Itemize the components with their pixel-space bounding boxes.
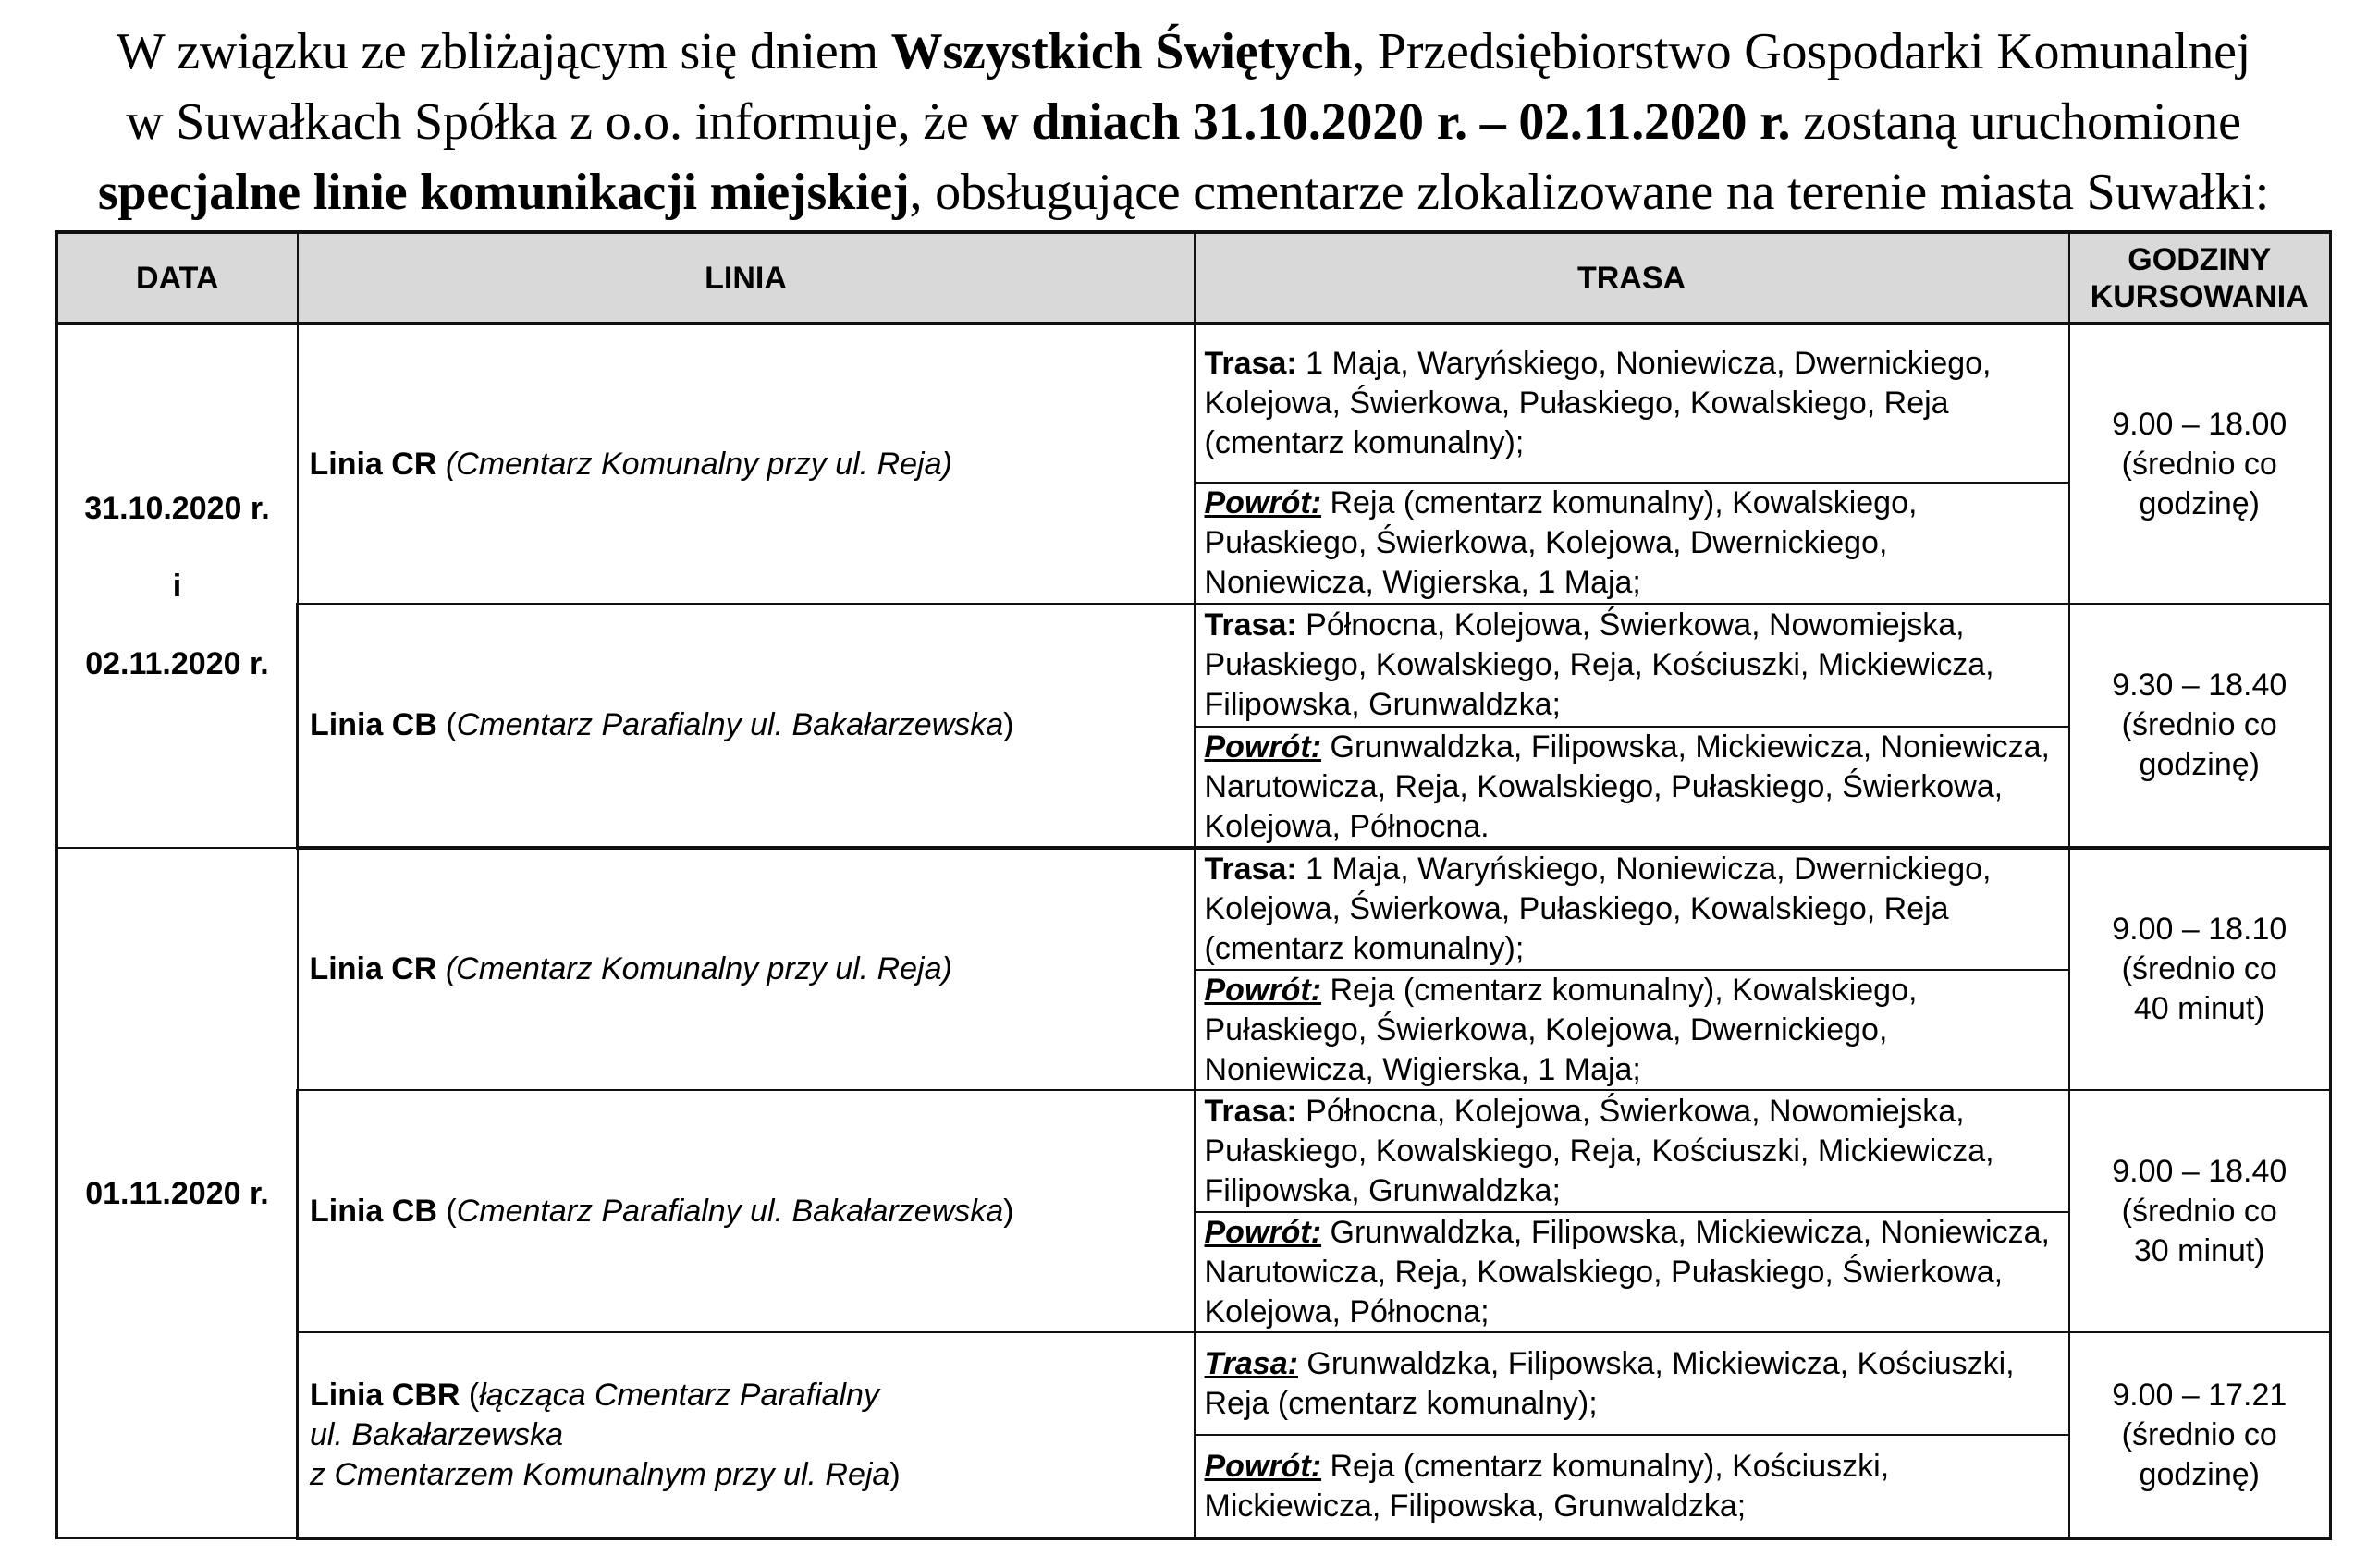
route-return <box>1196 482 2068 603</box>
frequency: 30 minut) <box>2133 1232 2265 1268</box>
powrot-label: Powrót: <box>1204 1214 1322 1250</box>
hours-range: 9.00 – 17.21 <box>2112 1377 2287 1413</box>
trasa-text: Grunwaldzka, Filipowska, Mickiewicza, Kościuszki, Reja (cmentarz komunalny); <box>1204 1345 2015 1421</box>
trasa-text: 1 Maja, Waryńskiego, Noniewicza, Dwernickiego, Kolejowa, Świerkowa, Pułaskiego, Kowalskiego, Reja (cmentarz komunalny); <box>1204 851 1992 966</box>
powrot-text: Reja (cmentarz komunalny), Kowalskiego, Pułaskiego, Świerkowa, Kolejowa, Dwernickiego, Noniewicza, Wigierska, 1 Maja; <box>1204 972 1918 1087</box>
powrot-label: Powrót: <box>1204 1448 1322 1484</box>
header-data: DATA <box>57 232 298 324</box>
trasa-label: Trasa: <box>1204 851 1297 887</box>
hours-cell <box>2069 324 2331 604</box>
frequency: godzinę) <box>2139 747 2260 782</box>
date-cell <box>57 324 298 848</box>
announcement-intro <box>0 17 2367 227</box>
line-description: z Cmentarzem Komunalnym przy ul. Reja <box>310 1456 890 1492</box>
route-return <box>1196 1211 2068 1331</box>
table-row <box>57 604 2331 848</box>
frequency: 40 minut) <box>2133 991 2265 1026</box>
route-cell <box>1195 324 2069 604</box>
date-cell <box>57 848 298 1538</box>
intro-text: , obsługujące cmentarze zlokalizowane na terenie miasta Suwałki: <box>909 164 2270 221</box>
trasa-text: Północna, Kolejowa, Świerkowa, Nowomiejska, Pułaskiego, Kowalskiego, Reja, Kościuszki, Mickiewicza, Filipowska, Grunwaldzka; <box>1204 1093 1994 1208</box>
table-row <box>57 324 2331 604</box>
hours-cell <box>2069 604 2331 848</box>
trasa-text: 1 Maja, Waryńskiego, Noniewicza, Dwernickiego, Kolejowa, Świerkowa, Pułaskiego, Kowalskiego, Reja (cmentarz komunalny); <box>1204 346 1992 460</box>
hours-cell <box>2069 848 2331 1090</box>
line-name: Linia CBR <box>310 1377 460 1413</box>
route-return <box>1196 1434 2068 1537</box>
hours-range: 9.00 – 18.00 <box>2112 406 2287 442</box>
line-description: (Cmentarz Komunalny przy ul. Reja) <box>445 951 952 986</box>
route-return <box>1196 726 2068 846</box>
line-description: ul. Bakałarzewska <box>310 1416 564 1452</box>
holiday-name: Wszystkich Świętych <box>890 23 1353 80</box>
line-description: łącząca Cmentarz Parafialny <box>479 1377 879 1413</box>
powrot-text: Reja (cmentarz komunalny), Kowalskiego, Pułaskiego, Świerkowa, Kolejowa, Dwernickiego, Noniewicza, Wigierska, 1 Maja; <box>1204 485 1918 600</box>
header-linia: LINIA <box>298 232 1195 324</box>
frequency: (średnio co <box>2121 1416 2277 1452</box>
frequency: (średnio co <box>2121 1193 2277 1229</box>
date-end: 02.11.2020 r. <box>85 646 269 681</box>
intro-line-3 <box>0 157 2367 227</box>
date-separator: i <box>172 569 182 604</box>
powrot-label: Powrót: <box>1204 485 1322 521</box>
intro-line-1 <box>0 17 2367 87</box>
table-row <box>57 1332 2331 1538</box>
header-godziny-line2: KURSOWANIA <box>2090 278 2309 314</box>
special-lines-label: specjalne linie komunikacji miejskiej <box>97 164 910 221</box>
route-cell <box>1195 604 2069 848</box>
trasa-label: Trasa: <box>1204 346 1297 381</box>
hours-range: 9.00 – 18.40 <box>2112 1153 2287 1189</box>
route-cell <box>1195 1332 2069 1538</box>
trasa-label: Trasa: <box>1204 1345 1298 1381</box>
line-cell: Linia CBR (łącząca Cmentarz Parafialny ul. Bakałarzewska z Cmentarzem Komunalnym przy ul. Reja) <box>298 1332 1195 1538</box>
powrot-label: Powrót: <box>1204 729 1322 765</box>
intro-line-2 <box>0 87 2367 157</box>
line-description: (Cmentarz Komunalny przy ul. Reja) <box>445 446 952 482</box>
route-return <box>1196 969 2068 1089</box>
date-value: 01.11.2020 r. <box>85 1175 269 1211</box>
route-outbound <box>1196 1091 2068 1211</box>
header-godziny <box>2069 232 2331 324</box>
line-cell: Linia CB (Cmentarz Parafialny ul. Bakałarzewska) <box>298 604 1195 848</box>
line-cell <box>298 848 1195 1090</box>
frequency: godzinę) <box>2139 485 2260 521</box>
frequency: (średnio co <box>2121 707 2277 742</box>
date-range: w dniach 31.10.2020 r. – 02.11.2020 r. <box>981 93 1791 151</box>
header-godziny-line1: GODZINY <box>2128 241 2272 277</box>
powrot-text: Grunwaldzka, Filipowska, Mickiewicza, Noniewicza, Narutowicza, Reja, Kowalskiego, Pułaskiego, Świerkowa, Kolejowa, Północna. <box>1204 729 2050 844</box>
schedule-table <box>55 230 2332 1540</box>
line-name: Linia CR <box>309 446 437 482</box>
intro-text: W związku ze zbliżającym się dniem <box>116 23 891 80</box>
route-outbound <box>1196 1333 2068 1434</box>
route-outbound <box>1196 850 2068 969</box>
powrot-label: Powrót: <box>1204 972 1322 1008</box>
route-outbound <box>1196 605 2068 726</box>
hours-range: 9.30 – 18.40 <box>2112 668 2287 703</box>
line-name: Linia CR <box>309 951 437 986</box>
header-trasa: TRASA <box>1195 232 2069 324</box>
frequency: godzinę) <box>2139 1456 2260 1492</box>
frequency: (średnio co <box>2121 446 2277 482</box>
table-row <box>57 1090 2331 1332</box>
line-description: Cmentarz Parafialny ul. Bakałarzewska <box>456 707 1004 742</box>
hours-range: 9.00 – 18.10 <box>2112 912 2287 947</box>
line-name: Linia CB <box>310 707 437 742</box>
date-start: 31.10.2020 r. <box>84 491 270 526</box>
line-description: Cmentarz Parafialny ul. Bakałarzewska <box>456 1193 1004 1229</box>
line-name: Linia CB <box>310 1193 437 1229</box>
trasa-label: Trasa: <box>1204 1093 1297 1129</box>
table-row <box>57 848 2331 1090</box>
hours-cell <box>2069 1090 2331 1332</box>
table-header-row <box>57 232 2331 324</box>
intro-text: zostaną uruchomione <box>1790 93 2241 151</box>
route-outbound <box>1196 325 2068 482</box>
route-cell <box>1195 1090 2069 1332</box>
trasa-text: Północna, Kolejowa, Świerkowa, Nowomiejska, Pułaskiego, Kowalskiego, Reja, Kościuszki, Mickiewicza, Filipowska, Grunwaldzka; <box>1204 607 1994 722</box>
line-cell <box>298 324 1195 604</box>
powrot-text: Reja (cmentarz komunalny), Kościuszki, Mickiewicza, Filipowska, Grunwaldzka; <box>1204 1448 1890 1524</box>
powrot-text: Grunwaldzka, Filipowska, Mickiewicza, Noniewicza, Narutowicza, Reja, Kowalskiego, Pułaskiego, Świerkowa, Kolejowa, Północna; <box>1204 1214 2050 1329</box>
line-cell: Linia CB (Cmentarz Parafialny ul. Bakałarzewska) <box>298 1090 1195 1332</box>
intro-text: w Suwałkach Spółka z o.o. informuje, że <box>126 93 982 151</box>
intro-text: , Przedsiębiorstwo Gospodarki Komunalnej <box>1352 23 2251 80</box>
hours-cell <box>2069 1332 2331 1538</box>
frequency: (średnio co <box>2121 951 2277 986</box>
route-cell <box>1195 848 2069 1090</box>
trasa-label: Trasa: <box>1204 607 1297 643</box>
